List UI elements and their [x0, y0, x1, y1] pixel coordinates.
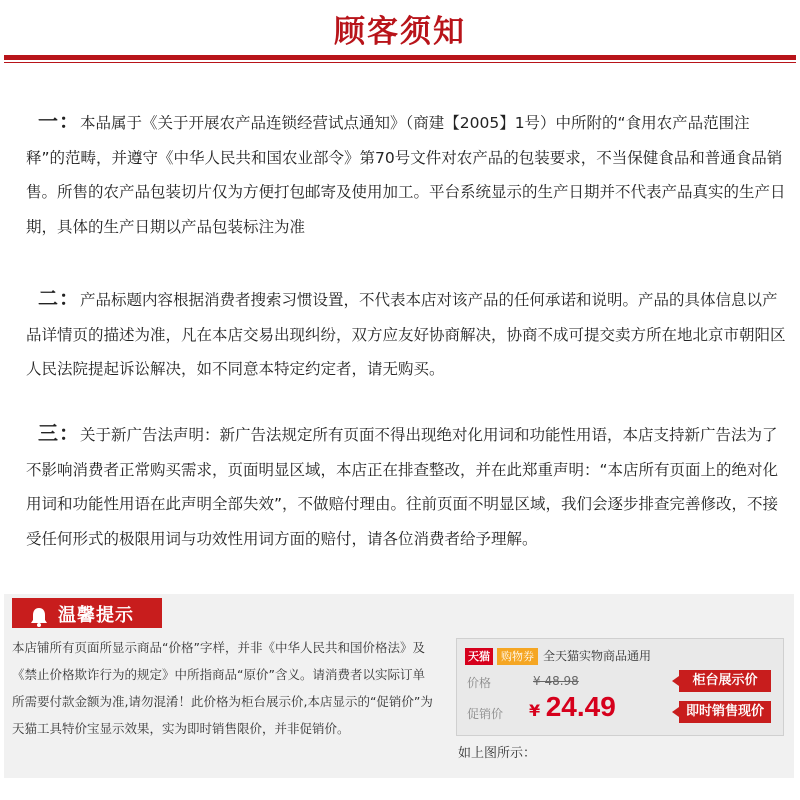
section-text: 本品属于《关于开展农产品连锁经营试点通知》（商建【2005】1号）中所附的“食用农产品范围注释”的范畴，并遵守《中华人民共和国农业部令》第70号文件对农产品的包装要求，不当保健食品和普通食品销售。所售的农产品包装切片仅为方便打包邮寄及使用加工。平台系统显示的生产日期并不代表产品真实的生产日期，具体的生产日期以产品包装标注为准 [26, 114, 786, 236]
tmall-tag: 天猫 [465, 648, 493, 665]
promo-price [529, 691, 616, 723]
warm-tips-title: 温馨提示 [58, 605, 134, 626]
old-price: ¥ 48.98 [533, 674, 579, 688]
arrow-left-icon [672, 707, 679, 717]
price-example-box [456, 638, 784, 736]
section-text: 产品标题内容根据消费者搜索习惯设置，不代表本店对该产品的任何承诺和说明。产品的具体信息以产品详情页的描述为准，凡在本店交易出现纠纷，双方应友好协商解决，协商不成可提交卖方所在地北京市朝阳区人民法院提起诉讼解决，如不同意本特定约定者，请无购买。 [26, 291, 786, 378]
coupon-tag: 购物券 [497, 648, 538, 665]
warm-tips-tab [12, 598, 162, 628]
promo-price-value: 24.49 [545, 691, 616, 722]
section-two [26, 281, 786, 387]
section-one [26, 104, 786, 244]
price-caption: 如上图所示： [458, 746, 537, 761]
header-divider-thin [4, 62, 796, 63]
section-number: 三： [38, 421, 80, 445]
currency-symbol: ¥ [529, 701, 541, 720]
price-label: 价格 [467, 676, 492, 690]
header-divider-thick [4, 55, 796, 60]
section-number: 一： [38, 109, 80, 133]
section-number: 二： [38, 286, 80, 310]
sale-price-callout: 即时销售现价 [679, 701, 771, 723]
arrow-left-icon [672, 676, 679, 686]
page-header [0, 0, 800, 66]
promo-price-label: 促销价 [467, 707, 504, 721]
section-three [26, 416, 786, 556]
counter-price-callout: 柜台展示价 [679, 670, 771, 692]
warm-tips-panel [4, 594, 794, 778]
page-title: 顾客须知 [334, 14, 466, 50]
coupon-description: 全天猫实物商品通用 [543, 649, 652, 663]
section-text: 关于新广告法声明：新广告法规定所有页面不得出现绝对化用词和功能性用语，本店支持新广告法为了不影响消费者正常购买需求，页面明显区域，本店正在排查整改，并在此郑重声明：“本店所有页面上的绝对化用词和功能性用语在此声明全部失效”，不做赔付理由。往前页面不明显区域，我们会逐步排查完善修改，不接受任何形式的极限用词与功效性用词方面的赔付，请各位消费者给予理解。 [26, 426, 779, 548]
warm-tips-text: 本店铺所有页面所显示商品“价格”字样，并非《中华人民共和国价格法》及《禁止价格欺诈行为的规定》中所指商品“原价”含义。请消费者以实际订单所需要付款金额为准,请勿混淆！此价格为柜台展示价,本店显示的“促销价”为天猫工具特价宝显示效果，实为即时销售限价，并非促销价。 [12, 640, 433, 736]
bell-icon [28, 606, 50, 628]
